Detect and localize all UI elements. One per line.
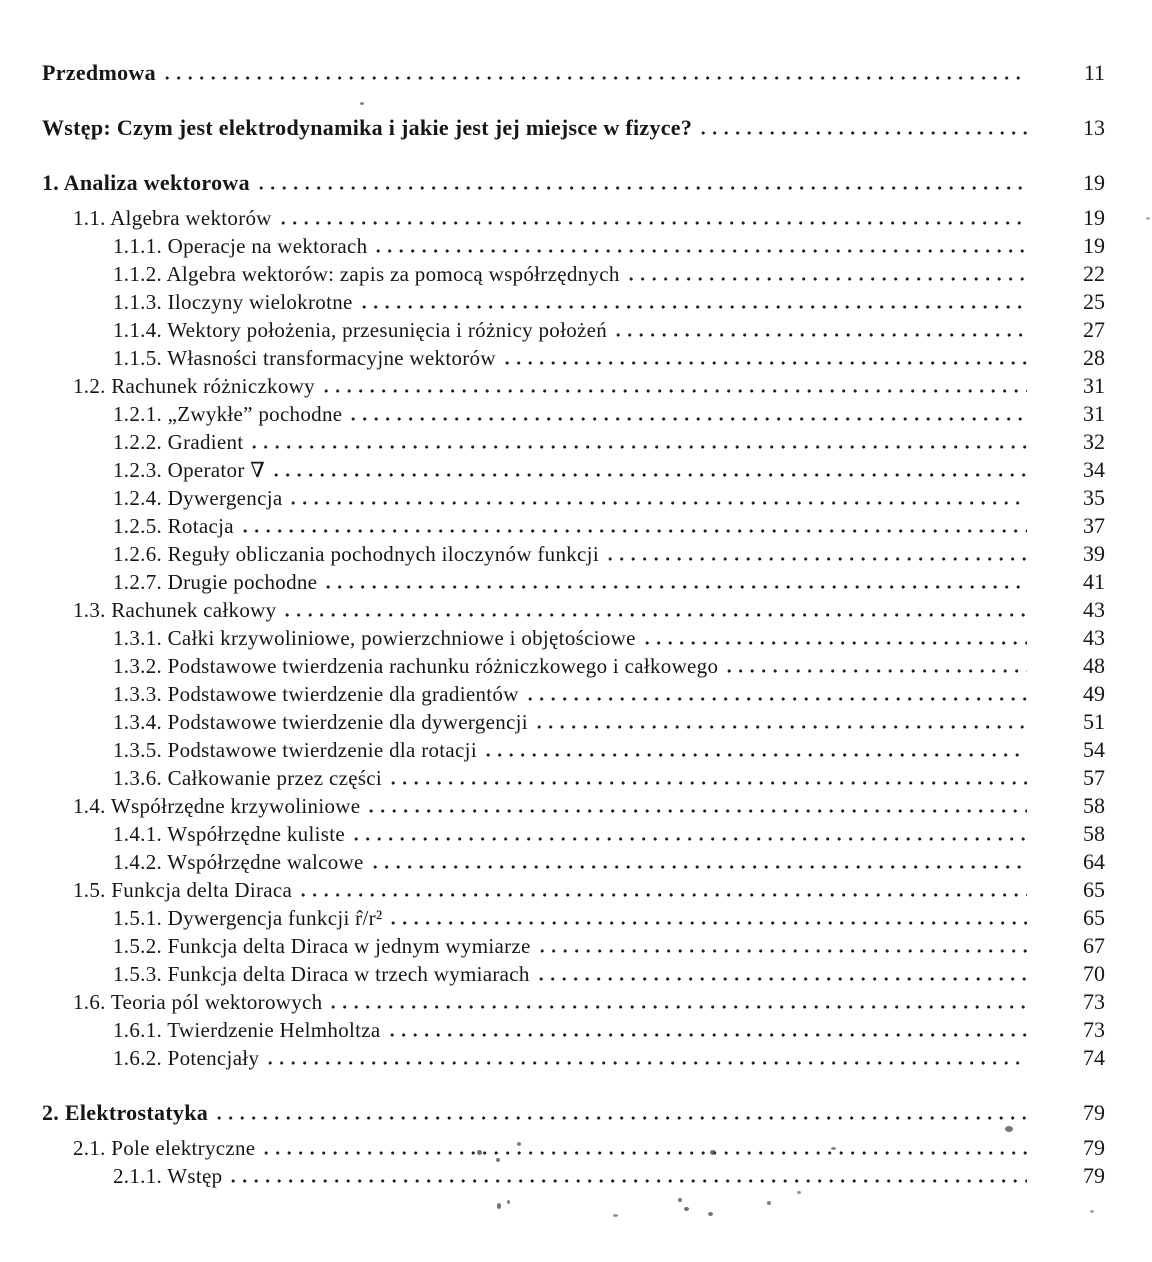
- toc-entry-page: 11: [1083, 60, 1105, 85]
- toc-entry: [42, 117, 1105, 139]
- dot-leader: [616, 329, 1027, 341]
- dot-leader: [390, 1029, 1027, 1041]
- toc-entry-page: 34: [1083, 457, 1105, 482]
- toc-entry: [42, 683, 1105, 705]
- toc-entry-label: 1.2.5. Rotacja: [113, 514, 234, 538]
- toc-entry: [42, 823, 1105, 845]
- toc-entry-page: 54: [1083, 737, 1105, 762]
- scan-speck: [1005, 1126, 1013, 1132]
- dot-leader: [252, 441, 1027, 453]
- toc-entry: [42, 851, 1105, 873]
- scan-speck: [360, 102, 364, 105]
- toc-entry-page: 74: [1083, 1045, 1105, 1070]
- dot-leader: [486, 749, 1027, 761]
- toc-entry-page: 65: [1083, 877, 1105, 902]
- dot-leader: [505, 357, 1027, 369]
- toc-entry-label: 1.2.2. Gradient: [113, 430, 244, 454]
- toc-entry-label: 1.2.1. „Zwykłe” pochodne: [113, 402, 343, 426]
- toc-entry: [42, 431, 1105, 453]
- toc-entry: [42, 767, 1105, 789]
- scan-speck: [613, 1214, 618, 1217]
- dot-leader: [701, 127, 1027, 139]
- dot-leader: [281, 217, 1027, 229]
- toc-entry-label: 1.1.3. Iloczyny wielokrotne: [113, 290, 353, 314]
- toc-entry-label: 2.1. Pole elektryczne: [73, 1136, 256, 1160]
- toc-entry-label: 1.2.6. Reguły obliczania pochodnych iloczynów funkcji: [113, 542, 599, 566]
- scan-speck: [507, 1200, 510, 1204]
- toc-entry: [42, 1047, 1105, 1069]
- dot-leader: [608, 553, 1027, 565]
- toc-entry-page: 43: [1083, 625, 1105, 650]
- toc-entry: [42, 1019, 1105, 1041]
- toc-entry-label: 1.6. Teoria pól wektorowych: [73, 990, 323, 1014]
- toc-entry-label: 1.4.1. Współrzędne kuliste: [113, 822, 345, 846]
- dot-leader: [243, 525, 1027, 537]
- toc-entry: [42, 935, 1105, 957]
- dot-leader: [268, 1057, 1027, 1069]
- scan-speck: [477, 1150, 482, 1155]
- toc-entry-label: 1. Analiza wektorowa: [42, 170, 250, 195]
- toc-entry-page: 73: [1083, 989, 1105, 1014]
- toc-entry-label: 1.4. Współrzędne krzywoliniowe: [73, 794, 361, 818]
- dot-leader: [540, 945, 1027, 957]
- dot-leader: [285, 609, 1027, 621]
- toc-list: [42, 62, 1105, 1187]
- toc-entry-label: 1.2. Rachunek różniczkowy: [73, 374, 315, 398]
- toc-entry-label: 1.6.2. Potencjały: [113, 1046, 260, 1070]
- dot-leader: [259, 182, 1027, 194]
- toc-entry-label: 1.1.1. Operacje na wektorach: [113, 234, 368, 258]
- toc-entry: [42, 515, 1105, 537]
- toc-entry-label: 1.5.3. Funkcja delta Diraca w trzech wymiarach: [113, 962, 530, 986]
- scan-speck: [517, 1142, 521, 1146]
- toc-entry-page: 22: [1083, 261, 1105, 286]
- toc-entry-page: 57: [1083, 765, 1105, 790]
- toc-entry: [42, 627, 1105, 649]
- toc-entry-page: 65: [1083, 905, 1105, 930]
- scan-speck: [710, 1150, 716, 1155]
- dot-leader: [537, 721, 1027, 733]
- toc-entry: [42, 711, 1105, 733]
- toc-entry-page: 48: [1083, 653, 1105, 678]
- toc-entry-label: 1.2.7. Drugie pochodne: [113, 570, 318, 594]
- toc-entry-page: 79: [1083, 1163, 1105, 1188]
- toc-entry-page: 58: [1083, 821, 1105, 846]
- dot-leader: [217, 1112, 1027, 1124]
- toc-entry-page: 13: [1083, 115, 1105, 140]
- toc-entry: [42, 543, 1105, 565]
- toc-entry: [42, 795, 1105, 817]
- dot-leader: [354, 833, 1027, 845]
- dot-leader: [373, 861, 1027, 873]
- dot-leader: [324, 385, 1027, 397]
- toc-entry-label: 1.2.3. Operator ∇: [113, 458, 266, 482]
- scan-speck: [1146, 217, 1150, 220]
- toc-entry: [42, 459, 1105, 481]
- toc-entry-label: 1.4.2. Współrzędne walcowe: [113, 850, 364, 874]
- toc-entry-label: 1.5.1. Dywergencja funkcji r̂/r²: [113, 906, 383, 930]
- dot-leader: [539, 973, 1027, 985]
- toc-entry-page: 31: [1083, 401, 1105, 426]
- scan-speck: [767, 1201, 771, 1205]
- toc-entry-page: 31: [1083, 373, 1105, 398]
- toc-entry-label: 1.3.6. Całkowanie przez części: [113, 766, 383, 790]
- toc-entry: [42, 347, 1105, 369]
- dot-leader: [351, 413, 1027, 425]
- toc-entry-label: 2. Elektrostatyka: [42, 1100, 209, 1125]
- scan-speck: [497, 1203, 501, 1209]
- toc-entry-label: 1.3.3. Podstawowe twierdzenie dla gradientów: [113, 682, 519, 706]
- toc-entry: [42, 963, 1105, 985]
- toc-entry-page: 43: [1083, 597, 1105, 622]
- dot-leader: [629, 273, 1027, 285]
- toc-entry: [42, 235, 1105, 257]
- toc-entry: [42, 1102, 1105, 1124]
- toc-entry-page: 27: [1083, 317, 1105, 342]
- toc-entry: [42, 1137, 1105, 1159]
- toc-entry-page: 70: [1083, 961, 1105, 986]
- toc-entry-page: 41: [1083, 569, 1105, 594]
- toc-entry-page: 32: [1083, 429, 1105, 454]
- toc-entry: [42, 62, 1105, 84]
- toc-entry-label: Wstęp: Czym jest elektrodynamika i jakie jest jej miejsce w fizyce?: [42, 115, 693, 140]
- dot-leader: [391, 777, 1027, 789]
- dot-leader: [376, 245, 1027, 257]
- dot-leader: [528, 693, 1027, 705]
- toc-entry-label: 1.3.4. Podstawowe twierdzenie dla dywergencji: [113, 710, 528, 734]
- toc-entry: [42, 207, 1105, 229]
- toc-entry-label: 1.3. Rachunek całkowy: [73, 598, 277, 622]
- toc-entry-page: 58: [1083, 793, 1105, 818]
- toc-entry: [42, 487, 1105, 509]
- toc-entry-page: 25: [1083, 289, 1105, 314]
- toc-entry-label: 1.1.4. Wektory położenia, przesunięcia i różnicy położeń: [113, 318, 608, 342]
- toc-entry: [42, 991, 1105, 1013]
- toc-entry-label: 2.1.1. Wstęp: [113, 1164, 223, 1188]
- toc-entry-label: 1.5.2. Funkcja delta Diraca w jednym wymiarze: [113, 934, 531, 958]
- toc-entry-page: 73: [1083, 1017, 1105, 1042]
- toc-entry: [42, 599, 1105, 621]
- toc-entry-label: 1.5. Funkcja delta Diraca: [73, 878, 293, 902]
- scan-speck: [684, 1207, 689, 1211]
- toc-entry-page: 64: [1083, 849, 1105, 874]
- toc-entry: [42, 571, 1105, 593]
- scan-speck: [496, 1158, 500, 1162]
- dot-leader: [645, 637, 1027, 649]
- dot-leader: [391, 917, 1027, 929]
- toc-entry: [42, 319, 1105, 341]
- toc-entry-page: 79: [1083, 1135, 1105, 1160]
- dot-leader: [727, 665, 1027, 677]
- toc-entry-label: 1.6.1. Twierdzenie Helmholtza: [113, 1018, 381, 1042]
- toc-entry: [42, 291, 1105, 313]
- scan-speck: [678, 1198, 682, 1202]
- toc-entry-page: 19: [1083, 205, 1105, 230]
- toc-entry-page: 35: [1083, 485, 1105, 510]
- toc-entry: [42, 375, 1105, 397]
- dot-leader: [274, 469, 1027, 481]
- toc-entry-label: 1.1.2. Algebra wektorów: zapis za pomocą współrzędnych: [113, 262, 620, 286]
- toc-entry: [42, 263, 1105, 285]
- toc-entry-page: 67: [1083, 933, 1105, 958]
- toc-entry-label: Przedmowa: [42, 60, 156, 85]
- toc-entry-page: 39: [1083, 541, 1105, 566]
- toc-entry-page: 19: [1083, 170, 1105, 195]
- toc-entry: [42, 739, 1105, 761]
- dot-leader: [291, 497, 1027, 509]
- dot-leader: [301, 889, 1027, 901]
- dot-leader: [326, 581, 1027, 593]
- dot-leader: [362, 301, 1027, 313]
- toc-entry-page: 51: [1083, 709, 1105, 734]
- dot-leader: [369, 805, 1027, 817]
- toc-entry: [42, 403, 1105, 425]
- dot-leader: [165, 72, 1027, 84]
- toc-entry-page: 19: [1083, 233, 1105, 258]
- toc-entry-page: 79: [1083, 1100, 1105, 1125]
- scan-speck: [797, 1191, 801, 1194]
- toc-entry-page: 37: [1083, 513, 1105, 538]
- toc-entry: [42, 172, 1105, 194]
- toc-entry-label: 1.1.5. Własności transformacyjne wektorów: [113, 346, 496, 370]
- toc-entry-label: 1.3.1. Całki krzywoliniowe, powierzchniowe i objętościowe: [113, 626, 636, 650]
- toc-entry-label: 1.3.5. Podstawowe twierdzenie dla rotacji: [113, 738, 477, 762]
- dot-leader: [331, 1001, 1027, 1013]
- toc-entry-label: 1.2.4. Dywergencja: [113, 486, 283, 510]
- toc-entry-label: 1.1. Algebra wektorów: [73, 206, 272, 230]
- toc-entry-page: 28: [1083, 345, 1105, 370]
- toc-entry-label: 1.3.2. Podstawowe twierdzenia rachunku różniczkowego i całkowego: [113, 654, 719, 678]
- toc-entry-page: 49: [1083, 681, 1105, 706]
- dot-leader: [264, 1147, 1027, 1159]
- toc-entry: [42, 655, 1105, 677]
- toc-entry: [42, 879, 1105, 901]
- toc-entry: [42, 907, 1105, 929]
- scan-speck: [708, 1212, 713, 1216]
- toc-entry: [42, 1165, 1105, 1187]
- scan-speck: [1090, 1210, 1094, 1213]
- scan-speck: [831, 1147, 836, 1150]
- dot-leader: [231, 1175, 1027, 1187]
